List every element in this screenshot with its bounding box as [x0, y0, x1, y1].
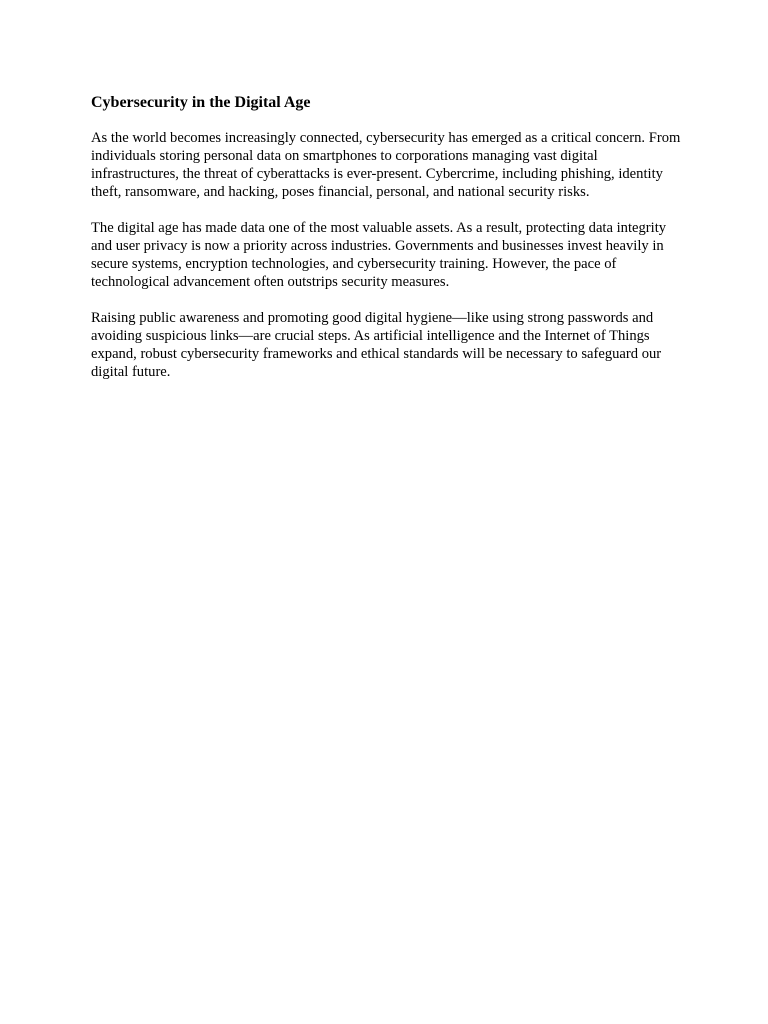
paragraph-3: Raising public awareness and promoting good digital hygiene—like using strong passwords and avoiding suspicious links—are crucial steps. As artificial intelligence and the Internet of Things expand, robust cybersecurity frameworks and ethical standards will be necessary to safeguard our digital future. [91, 310, 662, 380]
paragraph-2: The digital age has made data one of the most valuable assets. As a result, protecting data integrity and user privacy is now a priority across industries. Governments and businesses invest heavily in secure systems, encryption technologies, and cybersecurity training. However, the pace of technological advancement often outstrips security measures. [91, 220, 667, 290]
paragraph-1: As the world becomes increasingly connected, cybersecurity has emerged as a critical concern. From individuals storing personal data on smartphones to corporations managing vast digital infrastructures, the threat of cyberattacks is ever-present. Cybercrime, including phishing, identity theft, ransomware, and hacking, poses financial, personal, and national security risks. [91, 130, 681, 200]
document-title: Cybersecurity in the Digital Age [91, 94, 311, 111]
document-body [91, 92, 681, 381]
